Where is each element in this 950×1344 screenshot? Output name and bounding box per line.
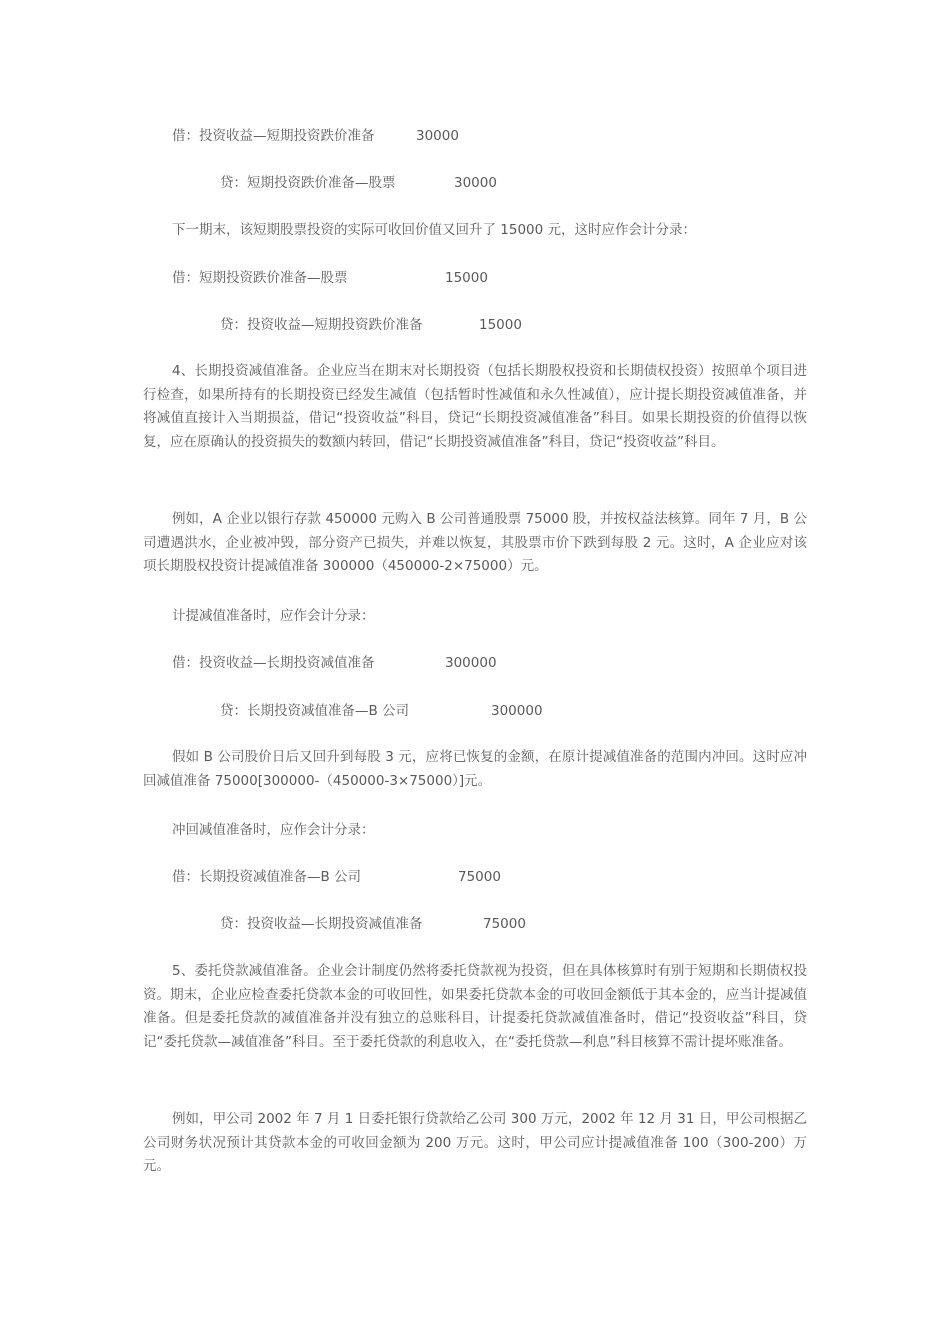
entry-amount: 15000 — [445, 270, 488, 286]
entry-amount: 75000 — [458, 869, 501, 885]
paragraph: 冲回减值准备时，应作会计分录： — [172, 822, 375, 838]
entry-amount: 300000 — [491, 703, 543, 719]
entry-amount: 75000 — [483, 916, 526, 932]
journal-entry-debit — [172, 867, 361, 887]
paragraph: 例如，甲公司 2002 年 7 月 1 日委托银行贷款给乙公司 300 万元，2002 年 12 月 31 日，甲公司根据乙公司财务状况预计其贷款本金的可收回金额为 200 万元。这时，甲公司应计提减值准备 100（300-200）万元。 — [143, 1111, 807, 1174]
entry-account: 借：短期投资跌价准备—股票 — [172, 270, 348, 286]
entry-account: 借：长期投资减值准备—B 公司 — [172, 869, 362, 885]
journal-entry-credit — [220, 701, 409, 721]
entry-amount: 30000 — [416, 128, 459, 144]
entry-account: 借：投资收益—长期投资减值准备 — [172, 655, 375, 671]
entry-amount: 30000 — [454, 175, 497, 191]
entry-account: 贷：投资收益—短期投资跌价准备 — [220, 317, 423, 333]
paragraph: 例如，A 企业以银行存款 450000 元购入 B 公司普通股票 75000 股，并按权益法核算。同年 7 月，B 公司遭遇洪水，企业被冲毁，部分资产已损失，并难以恢复，其股票市价下跌到每股 2 元。这时，A 企业应对该项长期股权投资计提减值准备 300000（450000-2×75000）元。 — [143, 511, 807, 574]
entry-account: 贷：投资收益—长期投资减值准备 — [220, 916, 423, 932]
journal-entry-debit — [172, 268, 348, 288]
paragraph: 假如 B 公司股价日后又回升到每股 3 元，应将已恢复的金额，在原计提减值准备的范围内冲回。这时应冲回减值准备 75000[300000-（450000-3×75000）]元。 — [143, 749, 807, 789]
journal-entry-debit — [172, 126, 375, 146]
entry-account: 贷：长期投资减值准备—B 公司 — [220, 703, 410, 719]
journal-entry-credit — [220, 173, 396, 193]
journal-entry-credit — [220, 914, 423, 934]
journal-entry-debit — [172, 653, 375, 673]
paragraph: 5、委托贷款减值准备。企业会计制度仍然将委托贷款视为投资，但在具体核算时有别于短期和长期债权投资。期末，企业应检查委托贷款本金的可收回性，如果委托贷款本金的可收回金额低于其本金的，应当计提减值准备。但是委托贷款的减值准备并没有独立的总账科目，计提委托贷款减值准备时，借记“投资收益”科目，贷记“委托贷款—减值准备”科目。至于委托贷款的利息收入，在“委托贷款—利息”科目核算不需计提坏账准备。 — [143, 963, 807, 1050]
paragraph: 4、长期投资减值准备。企业应当在期末对长期投资（包括长期股权投资和长期债权投资）按照单个项目进行检查，如果所持有的长期投资已经发生减值（包括暂时性减值和永久性减值），应计提长期投资减值准备，并将减值直接计入当期损益，借记“投资收益”科目，贷记“长期投资减值准备”科目。如果长期投资的价值得以恢复，应在原确认的投资损失的数额内转回，借记“长期投资减值准备”科目，贷记“投资收益”科目。 — [143, 363, 807, 450]
journal-entry-credit — [220, 315, 423, 335]
entry-account: 贷：短期投资跌价准备—股票 — [220, 175, 396, 191]
entry-account: 借：投资收益—短期投资跌价准备 — [172, 128, 375, 144]
entry-amount: 300000 — [445, 655, 497, 671]
paragraph: 下一期末，该短期股票投资的实际可收回价值又回升了 15000 元，这时应作会计分录： — [172, 222, 697, 238]
paragraph: 计提减值准备时，应作会计分录： — [172, 608, 375, 624]
entry-amount: 15000 — [479, 317, 522, 333]
